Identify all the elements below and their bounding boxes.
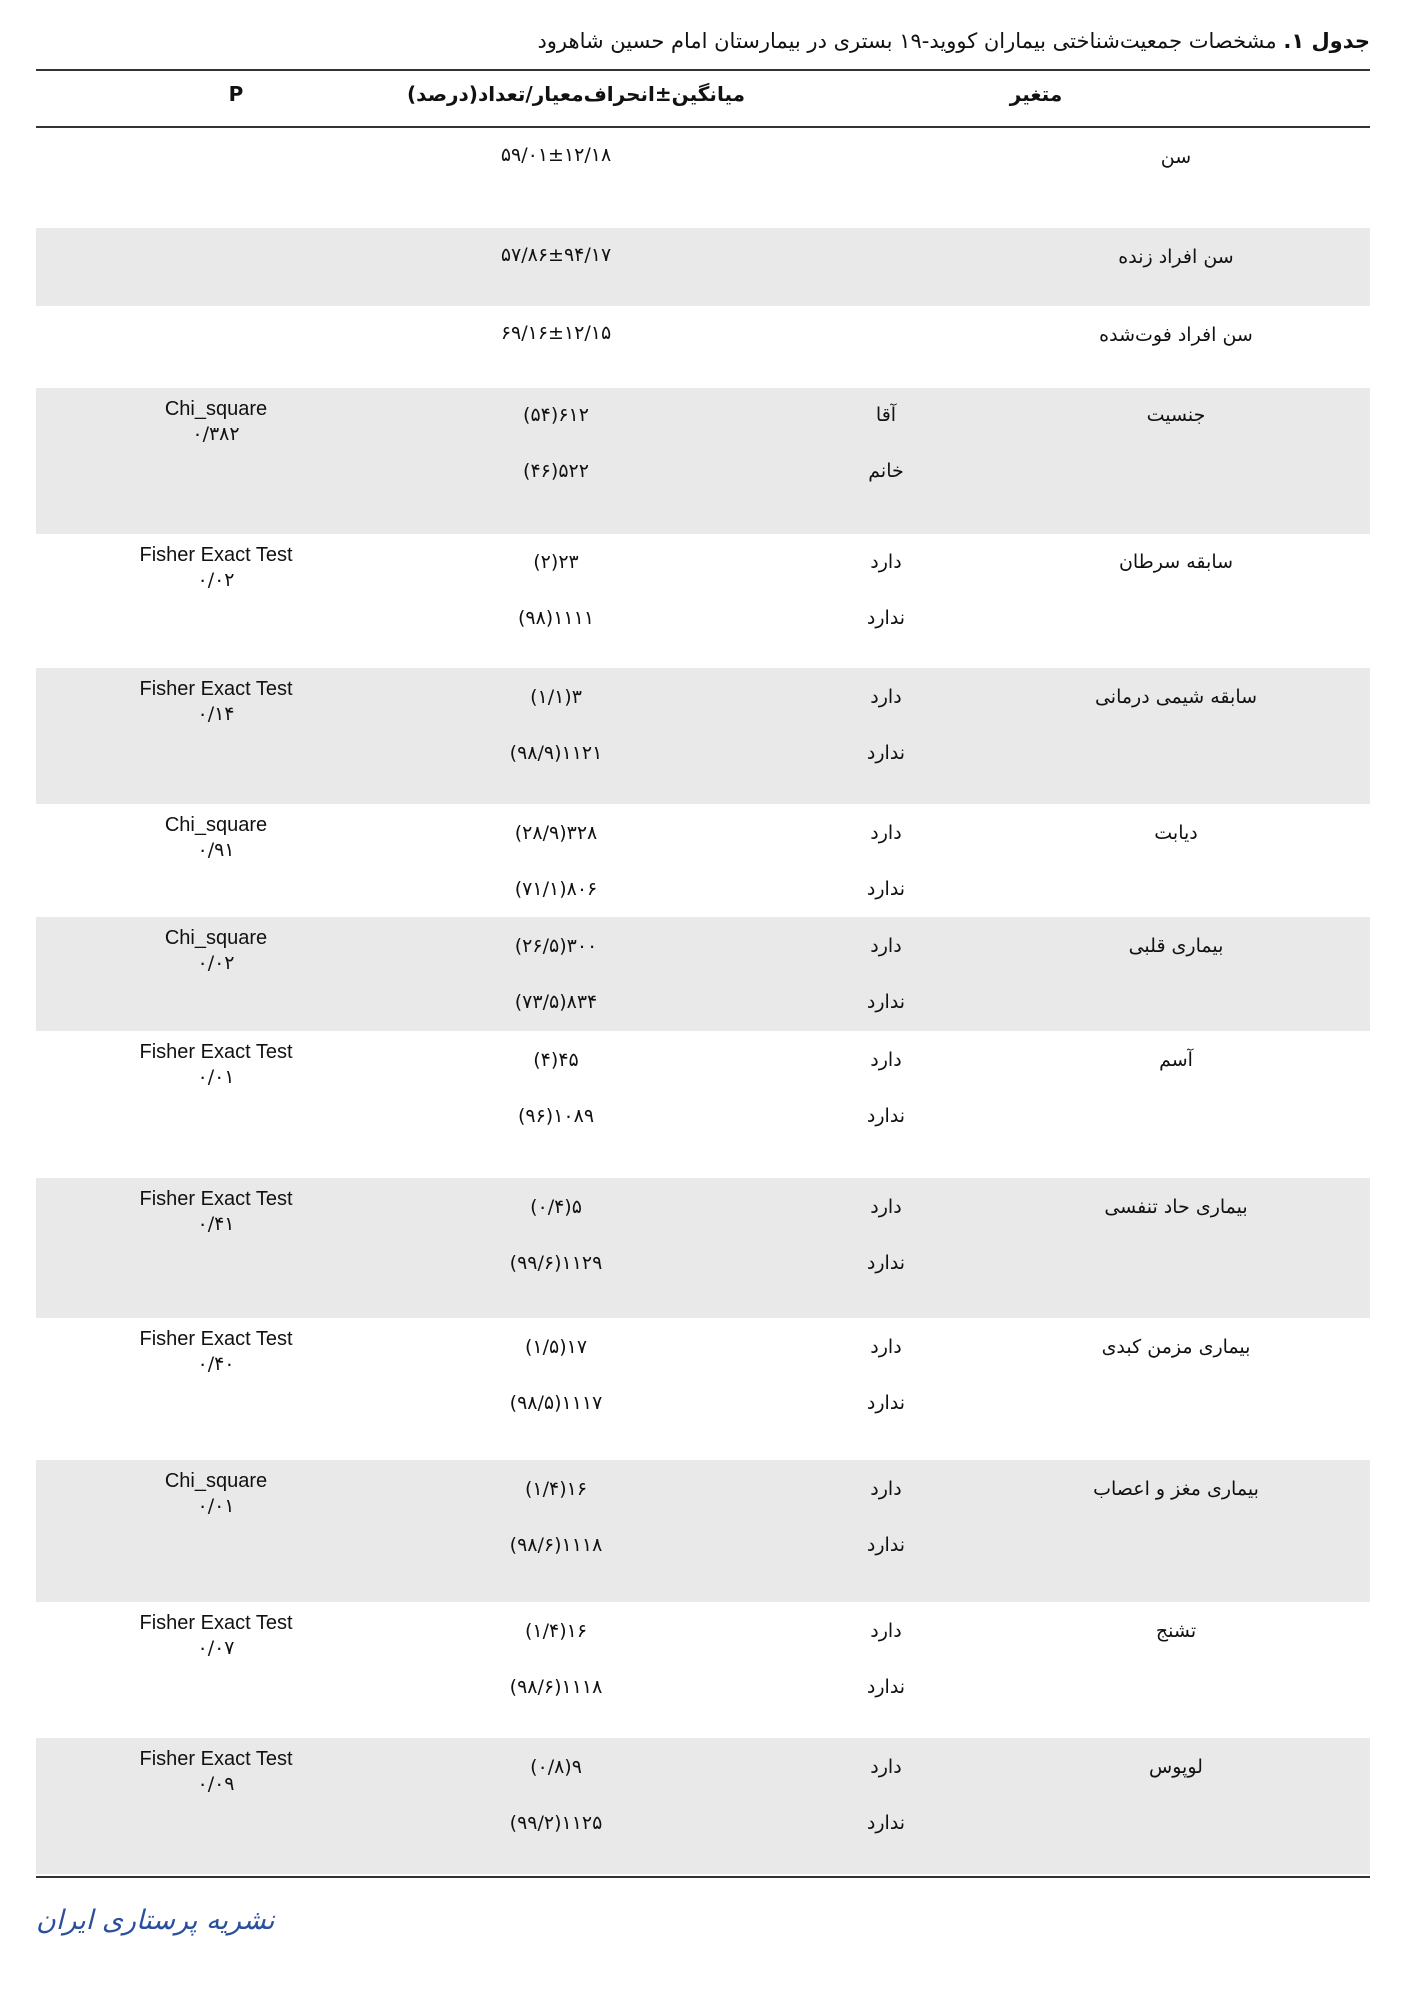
row-sub-2: ندارد [866,1392,906,1414]
header-mean: میانگین±انحراف‌معیار/تعداد(درصد) [407,82,745,106]
row-test: Fisher Exact Test [139,1748,293,1770]
row-value: ۵۷/۸۶±۹۴/۱۷ [500,244,612,266]
row-label: لوپوس [1149,1756,1203,1778]
table-row [36,1460,1370,1602]
row-value-1: ۱۷(۱/۵) [524,1336,588,1358]
row-value-2: ۱۱۱۷(۹۸/۵) [509,1392,603,1414]
row-p-value: ۰/۰۱ [197,1066,235,1088]
row-p-value: ۰/۰۲ [197,569,235,591]
table-row [36,128,1370,228]
row-sub-2: خانم [868,460,904,482]
row-value-1: ۳۰۰(۲۶/۵) [514,935,598,957]
row-label: بیماری مغز و اعصاب [1093,1478,1259,1500]
row-value-2: ۱۰۸۹(۹۶) [517,1105,595,1127]
row-p-value: ۰/۹۱ [197,839,235,861]
table-row [36,668,1370,804]
row-sub-1: دارد [870,935,902,957]
journal-logo: نشریه پرستاری ایران [36,1905,275,1936]
row-value-1: ۶۱۲(۵۴) [523,404,589,426]
row-p-value: ۰/۴۱ [197,1213,235,1235]
row-p-value: ۰/۱۴ [197,703,235,725]
table-row [36,917,1370,1031]
row-sub-1: دارد [870,822,902,844]
row-label: سابقه سرطان [1118,551,1234,573]
row-label: سن [1160,146,1192,168]
row-test: Fisher Exact Test [139,1188,293,1210]
row-sub-1: دارد [870,1049,902,1071]
row-sub-2: ندارد [866,878,906,900]
row-sub-1: دارد [870,1478,902,1500]
row-sub-2: ندارد [866,742,906,764]
row-sub-1: دارد [870,686,902,708]
row-value-1: ۱۶(۱/۴) [524,1478,588,1500]
row-value-1: ۲۳(۲) [533,551,579,573]
row-test: Chi_square [164,1470,268,1492]
row-value-2: ۱۱۲۱(۹۸/۹) [509,742,603,764]
table-row [36,1178,1370,1318]
row-value-2: ۱۱۱۱(۹۸) [517,607,595,629]
row-sub-2: ندارد [866,1812,906,1834]
row-sub-1: آقا [875,404,897,426]
table-row [36,306,1370,388]
row-sub-1: دارد [870,1620,902,1642]
row-label: سن افراد زنده [1118,246,1234,268]
row-value-1: ۳۲۸(۲۸/۹) [514,822,598,844]
row-value-2: ۱۱۲۵(۹۹/۲) [509,1812,603,1834]
header-p: P [228,82,244,106]
table-row [36,228,1370,306]
row-sub-2: ندارد [866,991,906,1013]
row-sub-1: دارد [870,1756,902,1778]
row-sub-1: دارد [870,1196,902,1218]
row-test: Chi_square [164,398,268,420]
row-value-1: ۵(۰/۴) [530,1196,582,1218]
row-value-2: ۸۰۶(۷۱/۱) [514,878,598,900]
row-label: سابقه شیمی درمانی [1094,686,1258,708]
row-value: ۶۹/۱۶±۱۲/۱۵ [500,322,612,344]
row-value-2: ۱۱۱۸(۹۸/۶) [509,1534,603,1556]
row-label: سن افراد فوت‌شده [1099,324,1253,346]
row-p-value: ۰/۰۲ [197,952,235,974]
header-variable: متغیر [1009,82,1063,106]
caption-text: مشخصات جمعیت‌شناختی بیماران کووید-۱۹ بستری در بیمارستان امام حسین شاهرود [537,29,1284,53]
row-p-value: ۰/۳۸۲ [192,423,240,445]
table-header [36,69,1370,126]
row-label: بیماری حاد تنفسی [1104,1196,1248,1218]
row-test: Fisher Exact Test [139,1041,293,1063]
row-sub-1: دارد [870,551,902,573]
row-sub-2: ندارد [866,1252,906,1274]
caption-label: جدول ۱. [1283,29,1370,53]
row-value: ۵۹/۰۱±۱۲/۱۸ [500,144,612,166]
row-p-value: ۰/۰۱ [197,1495,235,1517]
row-p-value: ۰/۴۰ [197,1353,235,1375]
bottom-rule [36,1876,1370,1878]
row-label: آسم [1159,1049,1193,1071]
table-row [36,534,1370,668]
row-value-1: ۴۵(۴) [533,1049,579,1071]
row-value-2: ۱۱۲۹(۹۹/۶) [509,1252,603,1274]
row-sub-2: ندارد [866,1105,906,1127]
row-label: جنسیت [1146,404,1206,426]
row-value-1: ۱۶(۱/۴) [524,1620,588,1642]
row-value-2: ۸۳۴(۷۳/۵) [514,991,598,1013]
row-label: بیماری قلبی [1128,935,1224,957]
row-test: Fisher Exact Test [139,1328,293,1350]
row-sub-2: ندارد [866,1534,906,1556]
row-value-1: ۳(۱/۱) [530,686,582,708]
row-sub-2: ندارد [866,607,906,629]
table-row [36,804,1370,917]
table-row [36,1602,1370,1738]
row-sub-2: ندارد [866,1676,906,1698]
table-row [36,1738,1370,1874]
table-caption [36,26,1370,56]
row-sub-1: دارد [870,1336,902,1358]
row-value-1: ۹(۰/۸) [530,1756,582,1778]
row-p-value: ۰/۰۹ [197,1773,235,1795]
row-test: Chi_square [164,927,268,949]
row-value-2: ۵۲۲(۴۶) [523,460,589,482]
row-test: Fisher Exact Test [139,1612,293,1634]
row-value-2: ۱۱۱۸(۹۸/۶) [509,1676,603,1698]
row-p-value: ۰/۰۷ [197,1637,235,1659]
row-test: Chi_square [164,814,268,836]
row-test: Fisher Exact Test [139,678,293,700]
table-row [36,388,1370,534]
table-row [36,1318,1370,1460]
row-test: Fisher Exact Test [139,544,293,566]
row-label: بیماری مزمن کبدی [1101,1336,1251,1358]
table-row [36,1031,1370,1178]
row-label: دیابت [1154,822,1198,844]
row-label: تشنج [1155,1620,1197,1642]
